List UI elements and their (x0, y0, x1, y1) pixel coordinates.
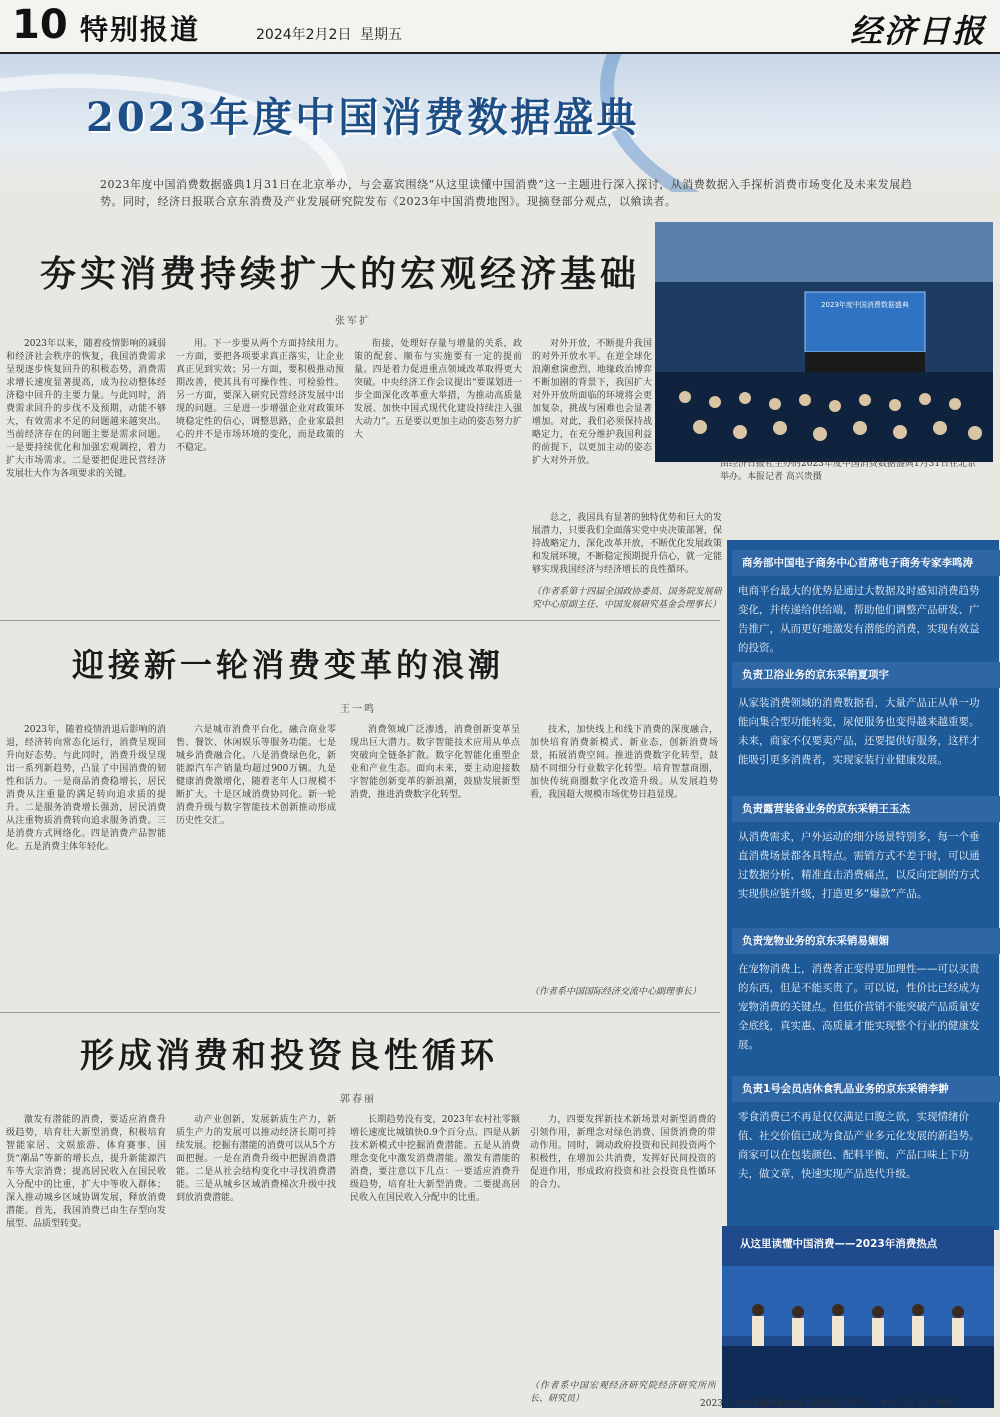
intro-paragraph: 2023年度中国消费数据盛典1月31日在北京举办，与会嘉宾围绕“从这里读懂中国消费”这一主题进行深入探讨，从消费数据入手探析消费市场变化及未来发展趋势。同时，经济日报联合京东消费及产业发展研究院发布《2023年中国消费地图》。现摘登部分观点，以飨读者。 (100, 178, 913, 208)
sidebar-quote-text: 从消费需求，户外运动的细分场景特别多，每一个垂直消费场景都各具特点。需销方式不差于时，可以通过数据分析，精准直击消费痛点，以反向定制的方式实现供应链升级，打造更多“爆款”产品。 (738, 831, 980, 900)
photo-1-caption: 由经济日报社主办的2023年度中国消费数据盛典1月31日在北京举办。本报记者 高兴贵摄 (720, 459, 977, 482)
section-divider (0, 1012, 720, 1013)
article-1-author-title: （作者系第十四届全国政协委员、国务院发展研究中心原副主任、中国发展研究基金会理事长） (532, 587, 722, 610)
newspaper-logo: 经济日报 (849, 12, 986, 50)
article-3-title: 形成消费和投资良性循环 (80, 1036, 498, 1076)
article-2-column (6, 724, 166, 1006)
sidebar-quote-text: 在宠物消费上，消费者正变得更加理性——可以买贵的东西，但是不能买贵了。可以说，性价比已经成为宠物消费的关键点。但低价营销不能突破产品质量安全底线，真实惠、高质量才能实现整个行业的健康发展。 (738, 963, 980, 1051)
article-1-text: 2023年以来，随着疫情影响的减弱和经济社会秩序的恢复，我国消费需求呈现逐步恢复回升的积极态势，消费需求增长速度显著提高，成为拉动整体经济稳中回升的主要力量。与此同时，消费需求回升的步伐不及预期，动能不够大，有效需求不足的问题越来越突出。当前经济存在的问题主要是需求问题。一是要持续优化和加强宏观调控，着力扩大市场需求。二是要把促进民营经济发展壮大作为各项要求的关键。 (6, 339, 166, 479)
article-3-text: 激发有潜能的消费，要适应消费升级趋势，培育壮大新型消费，积极培育智能家居、文娱旅游、体育赛事、国货“潮品”等新的增长点，提升新能源汽车等大宗消费；提高居民收入在国民收入分配中的比重，扩大中等收入群体；深入推动城乡区域协调发展，释放消费潜能。首先，我国消费已由生存型向发展型、品质型转变。 (6, 1115, 166, 1229)
article-2-title: 迎接新一轮消费变革的浪潮 (72, 646, 505, 684)
article-1-author: 张军扩 (335, 316, 371, 327)
article-1-column (6, 338, 166, 578)
roundtable-illustration (722, 1226, 994, 1408)
article-1-text: 用。下一步要从两个方面持续用力。一方面，要把各项要求真正落实，让企业真正见到实效；另一方面，要积极推动预期改善，使其具有可操作性、可检验性。另一方面，要深入研究民营经济发展中出现的问题。三是进一步增强企业对政策环境稳定性的信心，调整思路，企业家最担心的并不是市场环境的变化，而是政策的不稳定。 (176, 339, 344, 453)
sidebar-quote-text: 零食消费已不再是仅仅满足口腹之欲，实现情绪价值、社交价值已成为食品产业多元化发展的新趋势。商家可以在包装颜色、配料平衡、产品口味上下功夫，做文章，快速实现产品迭代升级。 (738, 1111, 980, 1180)
article-3-author-title: （作者系中国宏观经济研究院经济研究所所长、研究员） (530, 1381, 716, 1404)
sidebar-quote-heading: 负责露营装备业务的京东采销王玉杰 (732, 796, 1000, 822)
banner-ribbon-decoration (600, 54, 1000, 192)
sidebar-quote-text: 电商平台最大的优势是通过大数据及时感知消费趋势变化，并传递给供给端，帮助他们调整产品研发、广告推广，从而更好地激发有潜能的消费，实现有效益的投资。 (738, 585, 980, 654)
sidebar-quote-text: 从家装消费领域的消费数据看，大量产品正从单一功能向集合型功能转变，尿便服务也变得越来越重要。未来，商家不仅要卖产品，还要提供好服务，这样才能吸引更多消费者，实现家装行业健康发展。 (738, 697, 980, 766)
section-name: 特别报道 (80, 13, 201, 46)
conference-photo (655, 222, 993, 462)
article-2-column (176, 724, 336, 1006)
article-1-column (532, 338, 652, 518)
sidebar-quote-heading: 商务部中国电子商务中心首席电子商务专家李鸣涛 (732, 550, 1000, 576)
article-3-text: 长期趋势没有变，2023年农村社零额增长速度比城镇快0.9个百分点。四是从新技术新模式中挖掘消费潜能。五是从消费理念变化中激发消费潜能。激发有潜能的消费，要注意以下几点：一要适应消费升级趋势，培育壮大新型消费。二要提高居民收入在国民收入分配中的比重。 (350, 1115, 520, 1203)
article-3-column (530, 1114, 716, 1372)
banner-title: 2023年度中国消费数据盛典 (86, 94, 640, 141)
article-2-text: 技术，加快线上和线下消费的深度融合，加快培育消费新模式、新业态，创新消费场景，拓展消费空间。推进消费数字化转型，鼓励不同细分行业数字化转型。培育智慧商圈，加快传统商圈数字化改造升级。从发展趋势看，我国超大规模市场优势日趋显现。 (530, 725, 718, 800)
article-3-column (350, 1114, 520, 1412)
conference-screen-text: 2023年度中国消费数据盛典 (821, 301, 909, 309)
article-3-column (6, 1114, 166, 1412)
article-2-text: 2023年，随着疫情消退后影响的消退，经济转向常态化运行，消费呈现回升向好态势。与此同时，消费升级呈现出一系列新趋势，凸显了中国消费的韧性和活力。一是商品消费稳增长，居民消费从注重量的满足转向追求质的提升。二是服务消费增长强劲，居民消费从注重物质消费转向追求服务消费。三是消费方式网络化。四是消费产品智能化。五是消费主体年轻化。 (6, 725, 166, 852)
article-2-author-title: （作者系中国国际经济交流中心副理事长） (530, 987, 702, 997)
article-1-closing (532, 512, 722, 584)
article-1-closing-text: 总之，我国具有显著的独特优势和巨大的发展潜力，只要我们全面落实党中央决策部署，保持战略定力，深化改革开放，不断优化发展政策和发展环境，不断稳定预期提升信心，就一定能够实现我国经济与经济增长的良性循环。 (532, 513, 722, 575)
article-1-text: 对外开放，不断提升我国的对外开放水平。在逆全球化浪潮愈演愈烈、地缘政治博弈不断加剧的背景下，我国扩大对外开放所面临的环境将会更加复杂，挑战与困难也会显著增加。对此，我们必须保持战略定力，在充分维护我国利益的前提下，以更加主动的姿态扩大对外开放。 (532, 339, 652, 466)
article-3-author: 郭春丽 (340, 1094, 376, 1105)
sidebar-quote-heading: 负责1号会员店休食乳品业务的京东采销李翀 (732, 1076, 1000, 1102)
article-3-text: 力，四要发挥新技术新场景对新型消费的引领作用，新理念对绿色消费、国货消费的带动作用。同时，调动政府投资和民间投资两个积极性，在增加公共消费，发挥好民间投资的促进作用，形成政府投资和社会投资良性循环的合力。 (530, 1115, 716, 1190)
article-1-text: 衔接，处理好存量与增量的关系，政策的配套、顺布与实施要有一定的提前量。四是着力促进重点领域改革取得更大突破。中央经济工作会议提出“要谋划进一步全面深化改革重大举措，为推动高质量发展、加快中国式现代化建设持续注入强大动力”。五是要以更加主动的姿态努力扩大 (354, 339, 522, 440)
photo-2-caption: 2023年度中国消费数据盛典圆桌对话环节。 本报记者 高兴贵摄 (700, 1399, 954, 1409)
conference-hall-illustration (655, 222, 993, 462)
sidebar-quote-heading: 负责宠物业务的京东采销易媚媚 (732, 928, 1000, 954)
page-number: 10 (12, 2, 68, 48)
issue-weekday: 星期五 (360, 27, 402, 43)
masthead (0, 0, 1000, 54)
article-2-text: 消费领域广泛渗透，消费创新变革呈现出巨大潜力。数字智能技术应用从单点突破向全链条扩散。数字化智能化重塑企业和产业生态。面向未来，要主动迎接数字智能创新变革的新浪潮，鼓励发展新型消费，推进消费数字化转型。 (350, 725, 520, 800)
article-2-author: 王一鸣 (340, 704, 376, 715)
article-3-column (176, 1114, 336, 1412)
article-1-column (176, 338, 344, 608)
roundtable-overlay-title: 从这里读懂中国消费——2023年消费热点 (740, 1238, 938, 1250)
article-1-column (354, 338, 522, 608)
article-1-title: 夯实消费持续扩大的宏观经济基础 (40, 253, 641, 295)
article-2-column (530, 724, 718, 982)
section-divider (0, 620, 720, 621)
article-2-column (350, 724, 520, 1006)
article-3-text: 动产业创新，发展新质生产力，新质生产力的发展可以推动经济长期可持续发展。挖掘有潜能的消费可以从5个方面把握。一是在消费升级中把握消费潜能。二是从社会结构变化中寻找消费潜能。三是从城乡区域消费梯次升级中找到放消费潜能。 (176, 1115, 336, 1203)
issue-date: 2024年2月2日 (256, 27, 352, 43)
article-2-text: 六是城市消费平台化，融合商业零售、餐饮、休闲娱乐等服务功能。七是城乡消费融合化。八是消费绿色化，新能源汽车产销量均超过900万辆。九是健康消费激增化，随着老年人口规模不断扩大。十是区域消费协同化。新一轮消费升级与数字智能技术创新推动形成历史性交汇。 (176, 725, 336, 826)
roundtable-photo (722, 1226, 994, 1408)
sidebar-quote-heading: 负责卫浴业务的京东采销夏项宇 (732, 662, 1000, 688)
